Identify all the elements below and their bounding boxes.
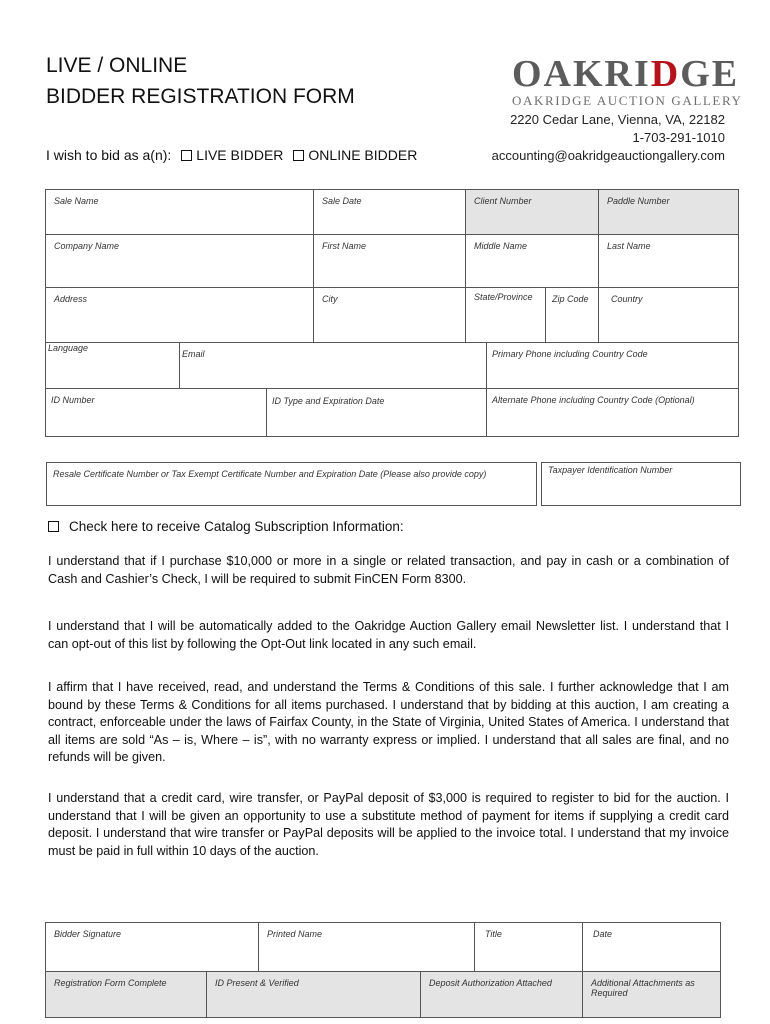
resale-certificate-field[interactable] [46, 462, 537, 506]
city-field[interactable]: City [314, 288, 466, 343]
state-province-field[interactable]: State/Province [466, 288, 546, 343]
online-bidder-checkbox[interactable] [293, 150, 304, 161]
zip-code-field[interactable]: Zip Code [546, 288, 599, 343]
country-field[interactable]: Country [599, 288, 739, 343]
title-line-2: BIDDER REGISTRATION FORM [46, 85, 355, 108]
id-number-field[interactable]: ID Number [46, 389, 267, 437]
sale-date-field[interactable]: Sale Date [314, 190, 466, 235]
registration-complete-field[interactable]: Registration Form Complete [46, 972, 207, 1018]
oakridge-logo [512, 52, 739, 96]
id-verified-field[interactable]: ID Present & Verified [207, 972, 421, 1018]
online-bidder-label: ONLINE BIDDER [308, 147, 418, 163]
live-bidder-option[interactable] [181, 147, 283, 163]
client-number-field[interactable]: Client Number [466, 190, 599, 235]
online-bidder-option[interactable] [293, 147, 417, 163]
signature-table [45, 922, 721, 1018]
middle-name-field[interactable]: Middle Name [466, 235, 599, 288]
gallery-address: 2220 Cedar Lane, Vienna, VA, 22182 [510, 112, 725, 127]
terms-paragraph-fincen: I understand that if I purchase $10,000 or more in a single or related transaction, and pay in cash or a combination of Cash and Cashier’s Check, I will be required to submit FinCEN Form 8300. [48, 554, 729, 586]
sale-name-field[interactable]: Sale Name [46, 190, 314, 235]
bidder-signature-field[interactable]: Bidder Signature [46, 923, 259, 972]
logo-subtitle: OAKRIDGE AUCTION GALLERY [512, 93, 743, 108]
terms-paragraph-newsletter: I understand that I will be automatically added to the Oakridge Auction Gallery email Newsletter list. I understand that I can opt-out of this list by following the Opt-Out link located in any such email. [48, 619, 729, 651]
live-bidder-label: LIVE BIDDER [196, 147, 284, 163]
email-field[interactable]: Email [180, 343, 487, 389]
terms-paragraph-conditions: I affirm that I have received, read, and understand the Terms & Conditions of this sale. I further acknowledge that I am bound by these Terms & Conditions for all items purchased. I understand that by bidding at this auction, I am creating a contract, enforceable under the laws of Fairfax County, in the State of Virginia, United States of America. I understand that all items are sold “As – is, Where – is”, with no warranty express or implied. I understand that all sales are final, and no refunds will be given. [48, 680, 729, 765]
bid-type-prompt: I wish to bid as a(n): [46, 147, 172, 163]
resale-certificate-label: Resale Certificate Number or Tax Exempt Certificate Number and Expiration Date (Please also provide copy) [53, 469, 487, 479]
address-field[interactable]: Address [46, 288, 314, 343]
company-name-field[interactable]: Company Name [46, 235, 314, 288]
registration-table-bottom [45, 342, 739, 437]
taxpayer-id-label: Taxpayer Identification Number [548, 465, 673, 475]
taxpayer-id-field[interactable] [541, 462, 741, 506]
first-name-field[interactable]: First Name [314, 235, 466, 288]
live-bidder-checkbox[interactable] [181, 150, 192, 161]
alternate-phone-field[interactable]: Alternate Phone including Country Code (Optional) [487, 389, 739, 437]
logo-text-b: GE [680, 53, 740, 95]
language-field[interactable]: Language [46, 343, 180, 389]
catalog-subscription-checkbox[interactable] [48, 521, 59, 532]
bid-type-row [46, 147, 417, 163]
contact-block [492, 111, 725, 165]
title-field[interactable]: Title [475, 923, 583, 972]
terms-paragraph-deposit: I understand that a credit card, wire transfer, or PayPal deposit of $3,000 is required to register to bid for the auction. I understand that I will be given an opportunity to use a substitute method of payment for items if supplying a credit card deposit. I understand that wire transfer or PayPal deposits will be applied to the invoice total. I understand that my invoice must be paid in full within 10 days of the auction. [48, 791, 729, 858]
registration-table-top [45, 189, 739, 343]
primary-phone-field[interactable]: Primary Phone including Country Code [487, 343, 739, 389]
title-line-1: LIVE / ONLINE [46, 54, 188, 77]
catalog-subscription-row[interactable] [48, 519, 404, 534]
printed-name-field[interactable]: Printed Name [259, 923, 475, 972]
deposit-authorization-field[interactable]: Deposit Authorization Attached [421, 972, 583, 1018]
paddle-number-field[interactable]: Paddle Number [599, 190, 739, 235]
gallery-email: accounting@oakridgeauctiongallery.com [491, 148, 725, 163]
last-name-field[interactable]: Last Name [599, 235, 739, 288]
date-field[interactable]: Date [583, 923, 721, 972]
form-title [46, 50, 355, 112]
gallery-phone: 1-703-291-1010 [632, 130, 725, 145]
logo-text-a: OAKRI [512, 53, 651, 95]
catalog-subscription-label: Check here to receive Catalog Subscription Information: [69, 519, 404, 534]
logo-accent-letter: D [650, 53, 681, 95]
id-type-field[interactable]: ID Type and Expiration Date [267, 389, 487, 437]
additional-attachments-field[interactable]: Additional Attachments as Required [583, 972, 721, 1018]
